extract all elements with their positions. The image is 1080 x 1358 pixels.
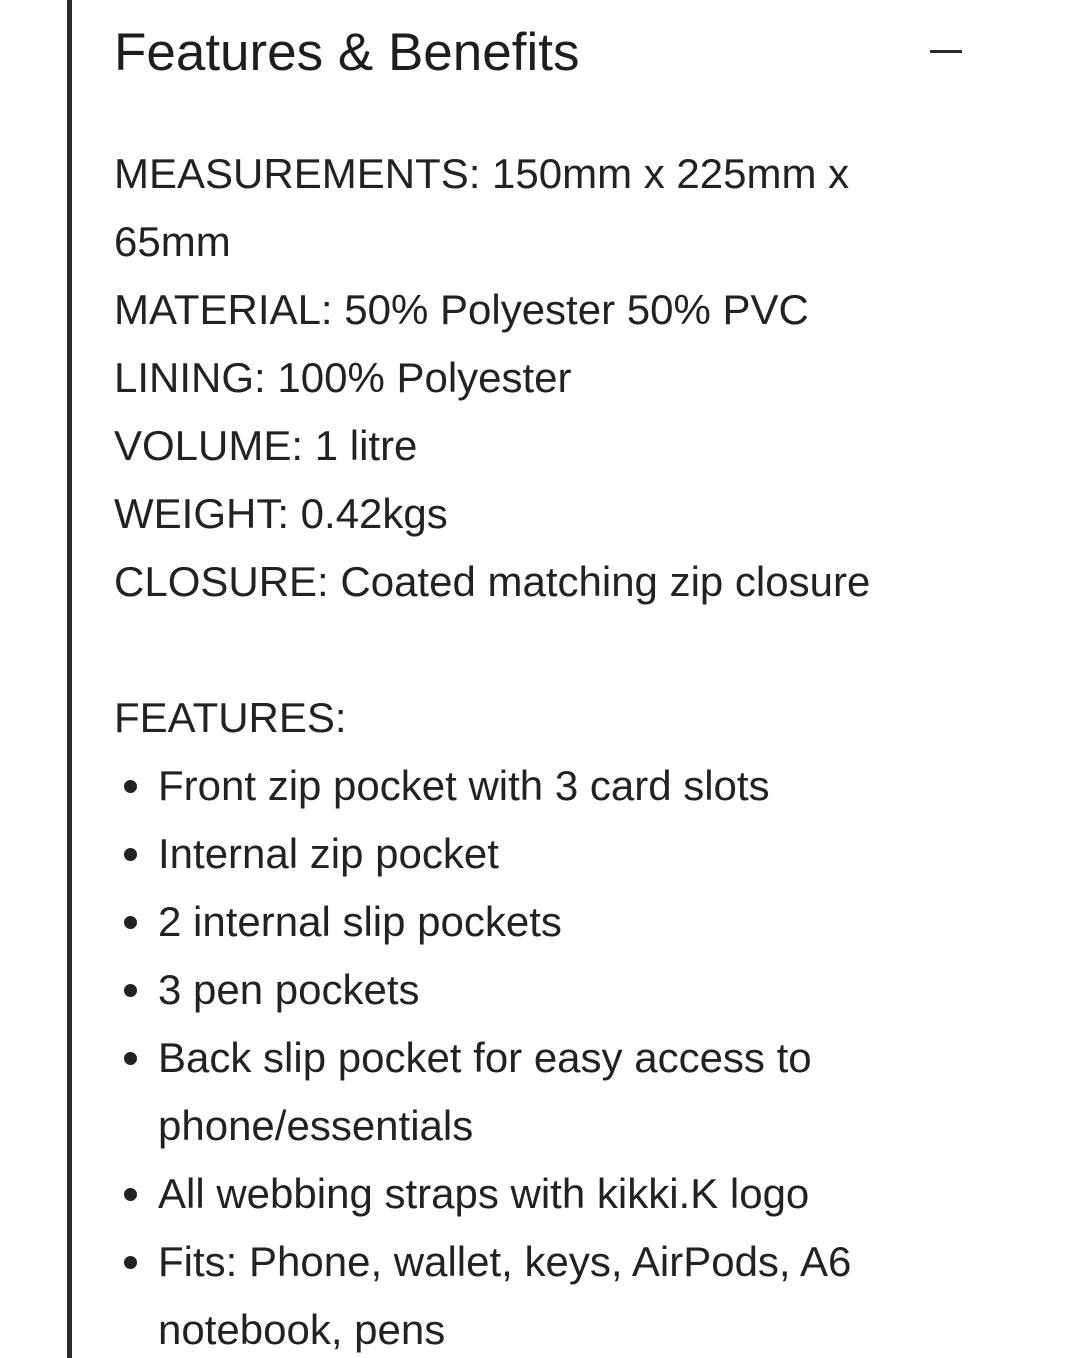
accordion-content [114, 140, 974, 1358]
spec-closure: CLOSURE: Coated matching zip closure [114, 558, 871, 605]
features-benefits-accordion-header[interactable] [114, 18, 964, 88]
accordion-left-border [67, 0, 72, 1358]
list-item: All webbing straps with kikki.K logo [158, 1160, 974, 1228]
list-item: Internal zip pocket [158, 820, 974, 888]
spec-volume: VOLUME: 1 litre [114, 422, 418, 469]
features-heading: FEATURES: [114, 694, 347, 741]
minus-icon[interactable] [930, 34, 962, 70]
list-item: Back slip pocket for easy access to phone/essentials [158, 1024, 974, 1160]
list-item: Front zip pocket with 3 card slots [158, 752, 974, 820]
section-title: Features & Benefits [114, 23, 580, 82]
list-item: 3 pen pockets [158, 956, 974, 1024]
spec-material: MATERIAL: 50% Polyester 50% PVC [114, 286, 809, 333]
spacer [114, 616, 974, 684]
list-item: Fits: Phone, wallet, keys, AirPods, A6 notebook, pens [158, 1228, 974, 1358]
spec-weight: WEIGHT: 0.42kgs [114, 490, 448, 537]
feature-list [114, 752, 974, 1358]
spec-lining: LINING: 100% Polyester [114, 354, 572, 401]
list-item: 2 internal slip pockets [158, 888, 974, 956]
spec-measurements: MEASUREMENTS: 150mm x 225mm x 65mm [114, 150, 850, 265]
